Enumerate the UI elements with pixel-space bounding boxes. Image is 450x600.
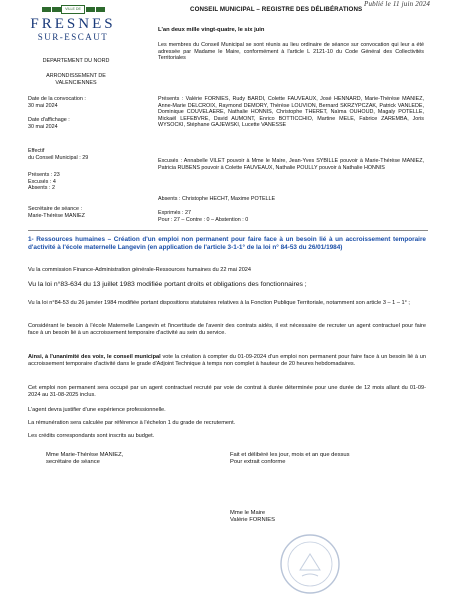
arrondissement-line: ARRONDISSEMENT DE — [46, 73, 106, 79]
decision-text: vote la création à compter du 01-09-2024 d'un emploi non permanent pour faire face à un besoin lié à un accroissement temporaire d'activité dans le grade d'Adjoint Technique à temps non complet à hauteur de 20 heures hebdomadaires. — [28, 354, 426, 367]
vu-loi-83-634: Vu la loi n°83-634 du 13 juillet 1983 modifiée portant droits et obligations des fonctionnaires ; — [28, 281, 307, 288]
absents-count: Absents : 2 — [28, 185, 55, 192]
secretary-signature-block — [46, 452, 123, 466]
attendance-counts — [28, 172, 128, 192]
effectif-value: du Conseil Municipal : 29 — [28, 154, 89, 161]
effectif-block — [28, 148, 128, 161]
experience-paragraph: L'agent devra justifier d'une expérience professionnelle. — [28, 407, 166, 413]
mayor-name: Valérie FORNIES — [230, 517, 275, 523]
excuses-list: Excusés : Annabelle VILET pouvoir à Mme le Maire, Jean-Yves SYBILLE pouvoir à Marie-Thérèse MANIEZ, Patricia RUBENS pouvoir à Colette FAUVEAUX, Nathalie POULLY pouvoir à Nathalie HONNIS — [158, 158, 424, 171]
convocation-label: Date de la convocation : — [28, 96, 86, 102]
extract-conformity-block — [230, 452, 350, 466]
considerant-paragraph: Considérant le besoin à l'école Maternelle Langevin et l'incertitude de l'avenir des contrats aidés, il est nécessaire de recruter un agent contractuel pour faire face à un besoin lié à un accroissement temporaire d'activité au sein du service. — [28, 323, 426, 336]
vote-summary — [158, 210, 424, 223]
municipal-seal-stamp — [278, 532, 342, 596]
deliberated-line: Fait et délibéré les jour, mois et an que dessus — [230, 452, 350, 458]
decision-bold: Ainsi, à l'unanimité des voix, le conseil municipal — [28, 354, 161, 360]
emploi-paragraph: Cet emploi non permanent sera occupé par un agent contractuel recruté par voie de contrat à durée déterminée pour une durée de 12 mois allant du 01-09-2024 au 31-08-2025 inclus. — [28, 385, 426, 398]
secretary-role: secrétaire de séance — [46, 459, 100, 465]
extract-conforme-line: Pour extrait conforme — [230, 459, 286, 465]
absents-list: Absents : Christophe HECHT, Maxime POTELLE — [158, 196, 276, 202]
logo-town-name: FRESNES — [30, 16, 116, 32]
arrondissement-line: VALENCIENNES — [55, 79, 97, 86]
secretaire-block — [28, 206, 128, 219]
convocation-intro: Les membres du Conseil Municipal se sont réunis au lieu ordinaire de séance sur convocation qui leur a été adressée par Madame le Maire, conformément à l'article L 2121-10 du Code Général des Collectivités Territoriales — [158, 42, 424, 62]
excuses-count: Excusés : 4 — [28, 178, 56, 185]
presents-list: Présents : Valérie FORNIES, Rudy BARDI, Colette FAUVEAUX, José HENNARD, Marie-Thérèse MANIEZ, Anne-Marie DELCROIX, Raymond DEMORY, Thérèse LOUVION, Bernard SKRZYPCZAK, Patrick VANLEDE, Dominique COUVELAERE, Nathalie HONNIS, Christophe THERET, Naïma OUHOUD, Magaly POTELLE, Mickaël LEFEBVRE, David AUMONT, Enrico BOTTICCHIO, Martine MELE, Fabrice ZAREMBA, Joris WYSOCKI, Stéphane GAJEWSKI, Lucette VANESSE — [158, 96, 424, 129]
credits-paragraph: Les crédits correspondants sont inscrits au budget. — [28, 433, 155, 439]
affichage-date: 30 mai 2024 — [28, 123, 58, 130]
logo-town-subtitle: SUR-ESCAUT — [37, 32, 109, 42]
mayor-title: Mme le Maire — [230, 510, 266, 516]
remuneration-paragraph: La rémunération sera calculée par référence à l'échelon 1 du grade de recrutement. — [28, 420, 236, 426]
secretaire-label: Secrétaire de séance : — [28, 206, 82, 212]
convocation-date-block — [28, 96, 128, 109]
deliberation-title: 1- Ressources humaines – Création d'un emploi non permanent pour faire face à un besoin lié à un accroissement temporaire d'activité à l'école maternelle Langevin (en application de l'article 3-1-1° de la loi n° 84-53 du 26/01/1984) — [28, 236, 426, 251]
vote-result: Pour : 27 – Contre : 0 – Abstention : 0 — [158, 216, 249, 223]
section-divider — [28, 230, 428, 231]
affichage-label: Date d'affichage : — [28, 117, 70, 123]
logo-banner — [42, 5, 104, 14]
mayor-signature-block — [230, 510, 275, 524]
arrondissement-label — [28, 73, 124, 86]
decision-paragraph — [28, 354, 426, 368]
session-date-line: L'an deux mille vingt-quatre, le six juin — [158, 27, 265, 33]
exprimes-count: Exprimés : 27 — [158, 210, 191, 216]
handwritten-publication-date: Publié le 11 juin 2024 — [364, 0, 431, 8]
convocation-date: 30 mai 2024 — [28, 102, 58, 109]
logo-ville-de-label: VILLE DE — [61, 5, 85, 14]
vu-commission: Vu la commission Finance-Administration générale-Ressources humaines du 22 mai 2024 — [28, 267, 252, 273]
secretaire-name: Marie-Thérèse MANIEZ — [28, 212, 85, 219]
department-label: DEPARTEMENT DU NORD — [42, 58, 110, 64]
secretary-name: Mme Marie-Thérèse MANIEZ, — [46, 452, 124, 458]
vu-loi-84-53: Vu la loi n°84-53 du 26 janvier 1984 modifiée portant dispositions statutaires relatives à la Fonction Publique Territoriale, notamment son article 3 – 1 – 1° ; — [28, 300, 410, 306]
register-header-title: CONSEIL MUNICIPAL – REGISTRE DES DÉLIBÉRATIONS — [190, 6, 363, 13]
presents-count: Présents : 23 — [28, 172, 60, 178]
effectif-label: Effectif — [28, 148, 45, 154]
affichage-date-block — [28, 117, 128, 130]
